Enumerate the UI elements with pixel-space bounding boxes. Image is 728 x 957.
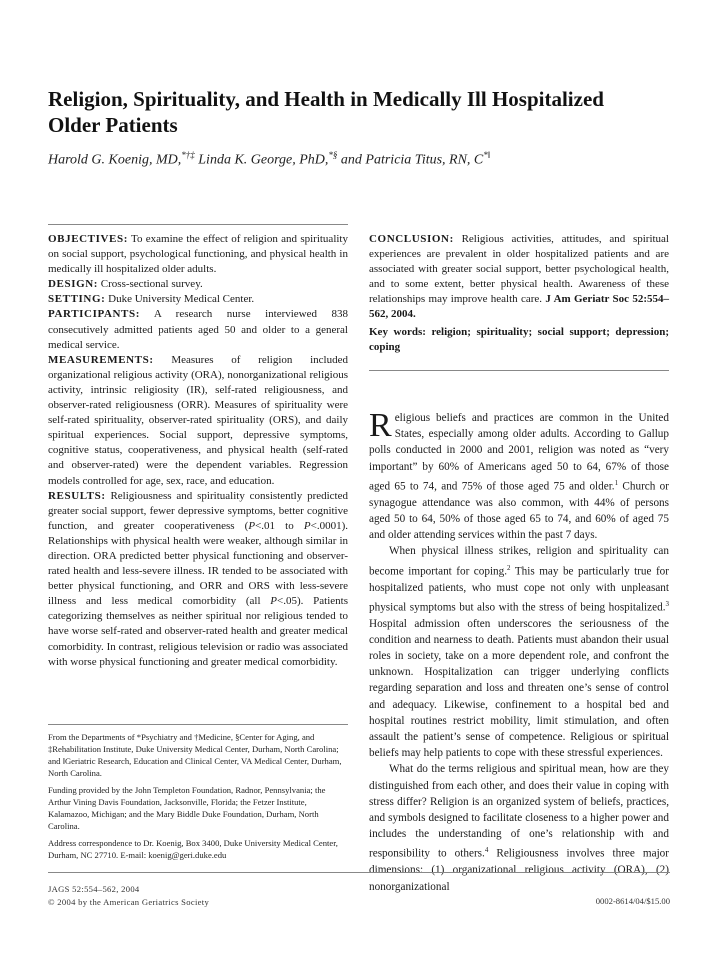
author-titus: and Patricia Titus, RN, C [340,152,484,168]
setting-label: SETTING: [48,293,106,306]
body-p3-text-b: Religiousness involves three major dimensions: (1) organizational religious activity (ORA), (2) nonorganizational [369,848,669,893]
body-paragraph-1 [369,407,669,543]
article-body [369,407,669,895]
design-text: Cross-sectional survey. [100,278,203,291]
article-code: 0002-8614/04/$15.00 [595,896,670,906]
abstract-results [48,489,348,670]
author-list [48,150,688,169]
abstract-bottom-rule-right [369,370,669,371]
title-line-2: Older Patients [48,113,178,137]
abstract-design [48,277,348,292]
journal-volume-line: JAGS 52:554–562, 2004 [48,884,140,894]
author-george-affiliation: *§ [328,150,338,160]
results-p-symbol-1: P [248,519,256,532]
reference-4: 4 [484,846,489,855]
abstract-objectives [48,232,348,277]
participants-label: PARTICIPANTS: [48,308,140,321]
body-p2-text-b: This may be particularly true for hospitalized patients, who must cope not only with unpleasant physical symptoms but also with the stress of being hospitalized. [369,565,669,614]
reference-1: 1 [614,478,619,487]
body-paragraph-3 [369,761,669,894]
results-text-c: <.0001). Relationships with physical health were weaker, although similar in direction. ORA predicted better physical functioning and observer-rated health and less-severe illness. IR tended to be associated with better physical functioning, and ORR and ORS with less-severe illness and less medical comorbidity (all [48,519,348,608]
footer-left [48,883,209,909]
objectives-label: OBJECTIVES: [48,233,128,245]
article-title [48,86,688,138]
author-koenig: Harold G. Koenig, MD, [48,152,182,168]
abstract-bottom-rule-left [48,724,348,725]
results-text-a: Religiousness and spirituality consistently predicted greater social support, fewer depressive symptoms, better cognitive function, and greater cooperativeness ( [48,489,348,532]
body-p3-text-a: What do the terms religious and spiritual mean, how are they distinguished from each other, and does their value in coping with stress differ? Religion is an organized system of beliefs, practices, and symbols designed to facilitate closeness to a higher power and includes the understanding of one’s relationship with and responsibility to others. [369,763,669,861]
footnote-affiliations: From the Departments of *Psychiatry and †Medicine, §Center for Aging, and ‡Rehabilitation Institute, Duke University Medical Center, Durham, North Carolina; and ‖Geriatric Research, Education and Clinical Center, VA Medical Center, Durham, North Carolina. [48,732,342,778]
body-p1-text-b: Church or synagogue attendance was also common, with 44% of persons aged 50 to 64, 50% of those aged 65 to 74, and 60% of aged 75 and older attending services within the past 7 days. [369,480,669,542]
abstract-participants [48,307,348,352]
participants-text: A research nurse interviewed 838 consecutively admitted patients aged 50 and older to a general medical service. [48,308,348,351]
results-p-symbol-3: P [270,595,278,608]
conclusion-label: CONCLUSION: [369,233,454,245]
drop-cap: R [369,407,392,444]
footnote-funding: Funding provided by the John Templeton Foundation, Radnor, Pennsylvania; the Arthur Vining Davis Foundation, Jacksonville, Florida; the Fetzer Institute, Kalamazoo, Michigan; and the Mary Biddle Duke Foundation, Durham, North Carolina. [48,785,326,831]
abstract-left-column [48,232,348,670]
results-p-symbol-2: P [303,519,311,532]
conclusion-text: Religious activities, attitudes, and spiritual experiences are prevalent in older hospitalized patients and are associated with greater social support, better psychological health, and to some extent, better physical health. Awareness of these relationships may improve health care. [369,233,669,306]
author-koenig-affiliation: *†‡ [181,150,195,160]
reference-2: 2 [507,563,511,572]
results-text-d: <.05). Patients categorizing themselves as neither spiritual nor religious tended to have worse self-rated and observer-rated health and greater medical comorbidity. In contrast, religious television or radio was associated with worse physical functioning and greater medical comorbidity. [48,595,348,668]
objectives-text: To examine the effect of religion and spirituality on social support, psychological functioning, and physical health in medically ill hospitalized older adults. [48,233,348,276]
author-george: Linda K. George, PhD, [198,152,329,168]
copyright-line: © 2004 by the American Geriatrics Society [48,897,210,907]
abstract-setting [48,292,348,307]
reference-3: 3 [665,599,669,608]
results-label: RESULTS: [48,489,106,502]
footnotes [48,731,348,866]
abstract-conclusion [369,232,669,323]
abstract-right-column [369,232,669,355]
footer-rule [48,872,670,873]
body-paragraph-2 [369,543,669,761]
measurements-label: MEASUREMENTS: [48,353,154,366]
setting-text: Duke University Medical Center. [108,293,255,306]
abstract-measurements [48,353,348,489]
measurements-text: Measures of religion included organizational religious activity (ORA), nonorganizational religious activity, intrinsic religiosity (IR), self-rated religiousness, and observer-rated religiousness (ORR). Measures of spirituality were self-rated spirituality, observer-rated spirituality (ORS), and daily spiritual experiences. Social support, depressive symptoms, cognitive status, cooperativeness, and physical health (self-rated and observer-rated) were the dependent variables. Regression models controlled for age, sex, race, and education. [48,353,348,487]
results-text-b: <.01 to [255,519,304,532]
body-p1-text-a: eligious beliefs and practices are common in the United States, especially among older adults. According to Gallup polls conducted in 2000 and 2001, religion was noted as “very important” by 60% of Americans aged 50 to 64, 67% of those aged 65 to 74, and 75% of those aged 75 and older. [369,412,669,493]
journal-citation: J Am Geriatr Soc 52:554–562, 2004. [369,293,670,321]
body-p2-text-a: When physical illness strikes, religion and spirituality can become important for coping. [369,545,669,578]
body-p2-text-c: Hospital admission often underscores the seriousness of the condition and nearness to death. Patients must abandon their usual roles in society, take on a more dependent role, and confront the unknown. Hospitalization can trigger underlying conflicts regarding separation and loss and threaten one’s sense of control and adequacy. Likewise, confinement to a hospital bed and hospital routines restrict mobility, limit stimulation, and often assault the patient’s sense of competence. Religious or spiritual beliefs may help patients to cope with these stressful experiences. [369,617,669,760]
title-line-1: Religion, Spirituality, and Health in Medically Ill Hospitalized [48,87,604,111]
design-label: DESIGN: [48,278,99,291]
footnote-correspondence: Address correspondence to Dr. Koenig, Box 3400, Duke University Medical Center, Durham, NC 27710. E-mail: koenig@geri.duke.edu [48,838,338,860]
author-titus-affiliation: *‖ [483,150,491,160]
keywords: Key words: religion; spirituality; social support; depression; coping [369,325,669,353]
abstract-top-rule-left [48,224,348,225]
